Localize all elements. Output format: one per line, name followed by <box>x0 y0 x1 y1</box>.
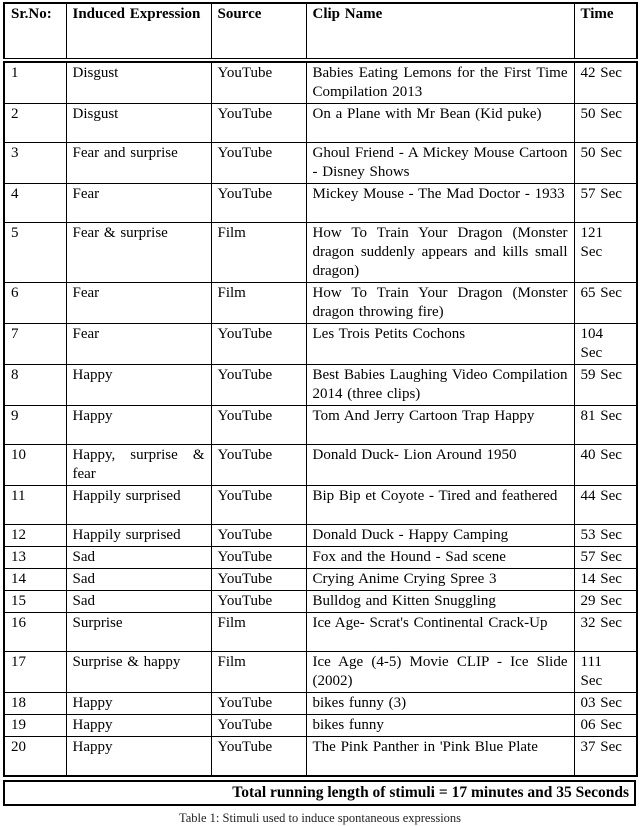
cell-source: YouTube <box>211 365 306 406</box>
cell-source: YouTube <box>211 547 306 569</box>
cell-source: YouTube <box>211 591 306 613</box>
cell-clipname: On a Plane with Mr Bean (Kid puke) <box>306 104 574 143</box>
cell-time: 57 Sec <box>574 184 637 223</box>
cell-clipname: How To Train Your Dragon (Monster dragon throwing fire) <box>306 283 574 324</box>
cell-expression: Fear & surprise <box>66 223 211 283</box>
cell-srno: 6 <box>4 283 66 324</box>
cell-clipname: Tom And Jerry Cartoon Trap Happy <box>306 406 574 445</box>
cell-time: 81 Sec <box>574 406 637 445</box>
header-cell-srno: Sr.No: <box>4 3 66 59</box>
cell-srno: 4 <box>4 184 66 223</box>
table-caption: Table 1: Stimuli used to induce spontaneous expressions <box>178 810 462 825</box>
cell-expression: Surprise <box>66 613 211 652</box>
cell-source: Film <box>211 613 306 652</box>
table-row <box>4 62 637 104</box>
cell-srno: 3 <box>4 143 66 184</box>
table-row <box>4 693 637 715</box>
table-row <box>4 143 637 184</box>
cell-clipname: Babies Eating Lemons for the First Time Compilation 2013 <box>306 62 574 104</box>
cell-time: 03 Sec <box>574 693 637 715</box>
cell-source: YouTube <box>211 324 306 365</box>
table-row <box>4 445 637 486</box>
cell-expression: Sad <box>66 591 211 613</box>
cell-srno: 17 <box>4 652 66 693</box>
cell-srno: 1 <box>4 62 66 104</box>
header-row <box>4 3 637 59</box>
cell-expression: Surprise & happy <box>66 652 211 693</box>
cell-time: 37 Sec <box>574 737 637 776</box>
cell-source: YouTube <box>211 486 306 525</box>
table-row <box>4 223 637 283</box>
cell-time: 42 Sec <box>574 62 637 104</box>
cell-expression: Sad <box>66 547 211 569</box>
cell-expression: Happily surprised <box>66 525 211 547</box>
cell-srno: 2 <box>4 104 66 143</box>
cell-source: YouTube <box>211 569 306 591</box>
cell-source: YouTube <box>211 445 306 486</box>
cell-expression: Fear and surprise <box>66 143 211 184</box>
cell-source: YouTube <box>211 184 306 223</box>
cell-expression: Happy, surprise & fear <box>66 445 211 486</box>
cell-source: YouTube <box>211 715 306 737</box>
cell-source: Film <box>211 652 306 693</box>
cell-expression: Fear <box>66 283 211 324</box>
cell-srno: 20 <box>4 737 66 776</box>
cell-clipname: Ghoul Friend - A Mickey Mouse Cartoon - Disney Shows <box>306 143 574 184</box>
cell-clipname: The Pink Panther in 'Pink Blue Plate <box>306 737 574 776</box>
cell-clipname: Ice Age- Scrat's Continental Crack-Up <box>306 613 574 652</box>
cell-time: 14 Sec <box>574 569 637 591</box>
cell-time: 44 Sec <box>574 486 637 525</box>
stimuli-table-header <box>3 2 638 59</box>
cell-source: Film <box>211 283 306 324</box>
cell-source: YouTube <box>211 406 306 445</box>
header-cell-source: Source <box>211 3 306 59</box>
table-row <box>4 737 637 776</box>
cell-expression: Happy <box>66 693 211 715</box>
cell-srno: 11 <box>4 486 66 525</box>
cell-time: 06 Sec <box>574 715 637 737</box>
cell-expression: Sad <box>66 569 211 591</box>
cell-clipname: Ice Age (4-5) Movie CLIP - Ice Slide (2002) <box>306 652 574 693</box>
cell-srno: 14 <box>4 569 66 591</box>
cell-expression: Happy <box>66 737 211 776</box>
cell-srno: 10 <box>4 445 66 486</box>
cell-srno: 7 <box>4 324 66 365</box>
cell-clipname: Fox and the Hound - Sad scene <box>306 547 574 569</box>
cell-expression: Disgust <box>66 104 211 143</box>
cell-expression: Fear <box>66 324 211 365</box>
table-row <box>4 365 637 406</box>
cell-time: 53 Sec <box>574 525 637 547</box>
cell-srno: 16 <box>4 613 66 652</box>
table-row <box>4 406 637 445</box>
table-body <box>4 62 637 776</box>
table-row <box>4 104 637 143</box>
cell-source: YouTube <box>211 104 306 143</box>
cell-time: 59 Sec <box>574 365 637 406</box>
cell-source: Film <box>211 223 306 283</box>
cell-srno: 18 <box>4 693 66 715</box>
stimuli-table-body <box>3 61 638 777</box>
cell-time: 40 Sec <box>574 445 637 486</box>
cell-clipname: Mickey Mouse - The Mad Doctor - 1933 <box>306 184 574 223</box>
table-row <box>4 652 637 693</box>
table-row <box>4 715 637 737</box>
cell-clipname: Bip Bip et Coyote - Tired and feathered <box>306 486 574 525</box>
header-cell-clipname: Clip Name <box>306 3 574 59</box>
table-row <box>4 547 637 569</box>
cell-time: 29 Sec <box>574 591 637 613</box>
cell-clipname: Crying Anime Crying Spree 3 <box>306 569 574 591</box>
table-row <box>4 324 637 365</box>
cell-time: 50 Sec <box>574 143 637 184</box>
cell-clipname: How To Train Your Dragon (Monster dragon suddenly appears and kills small dragon) <box>306 223 574 283</box>
cell-source: YouTube <box>211 525 306 547</box>
cell-time: 32 Sec <box>574 613 637 652</box>
cell-source: YouTube <box>211 143 306 184</box>
table-row <box>4 591 637 613</box>
cell-clipname: Bulldog and Kitten Snuggling <box>306 591 574 613</box>
cell-srno: 12 <box>4 525 66 547</box>
cell-srno: 8 <box>4 365 66 406</box>
cell-expression: Happy <box>66 715 211 737</box>
cell-time: 111 Sec <box>574 652 637 693</box>
cell-expression: Happily surprised <box>66 486 211 525</box>
cell-srno: 19 <box>4 715 66 737</box>
table-row <box>4 613 637 652</box>
table-row <box>4 569 637 591</box>
cell-time: 121 Sec <box>574 223 637 283</box>
cell-srno: 5 <box>4 223 66 283</box>
cell-clipname: Donald Duck - Happy Camping <box>306 525 574 547</box>
cell-clipname: Donald Duck- Lion Around 1950 <box>306 445 574 486</box>
table-row <box>4 283 637 324</box>
cell-expression: Fear <box>66 184 211 223</box>
cell-srno: 9 <box>4 406 66 445</box>
cell-clipname: bikes funny <box>306 715 574 737</box>
cell-time: 50 Sec <box>574 104 637 143</box>
header-cell-expression: Induced Expression <box>66 3 211 59</box>
cell-time: 65 Sec <box>574 283 637 324</box>
cell-expression: Disgust <box>66 62 211 104</box>
cell-time: 104 Sec <box>574 324 637 365</box>
table-row <box>4 486 637 525</box>
cell-clipname: Les Trois Petits Cochons <box>306 324 574 365</box>
cell-srno: 13 <box>4 547 66 569</box>
cell-source: YouTube <box>211 62 306 104</box>
cell-source: YouTube <box>211 693 306 715</box>
cell-expression: Happy <box>66 406 211 445</box>
cell-time: 57 Sec <box>574 547 637 569</box>
cell-expression: Happy <box>66 365 211 406</box>
cell-source: YouTube <box>211 737 306 776</box>
table-row <box>4 525 637 547</box>
total-running-length-row: Total running length of stimuli = 17 minutes and 35 Seconds <box>3 780 636 806</box>
table-row <box>4 184 637 223</box>
cell-clipname: bikes funny (3) <box>306 693 574 715</box>
document-page <box>0 2 640 825</box>
header-cell-time: Time <box>574 3 637 59</box>
cell-srno: 15 <box>4 591 66 613</box>
cell-clipname: Best Babies Laughing Video Compilation 2014 (three clips) <box>306 365 574 406</box>
